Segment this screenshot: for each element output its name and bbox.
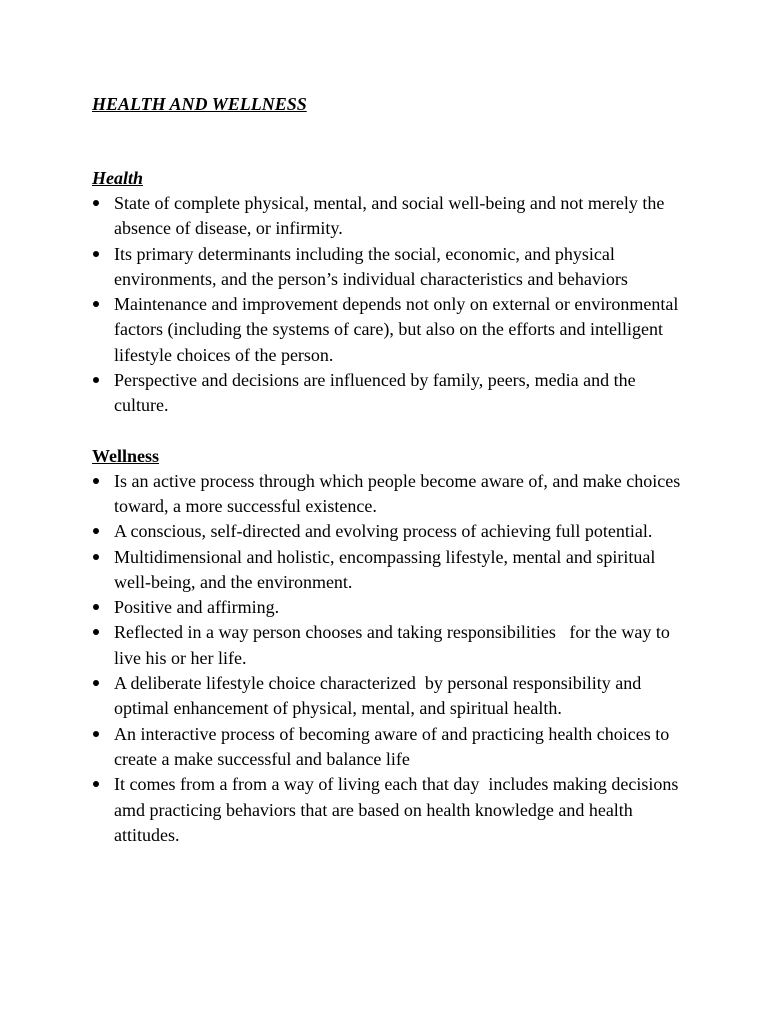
wellness-heading: Wellness <box>92 445 160 466</box>
list-item <box>92 368 688 419</box>
list-item <box>92 545 688 596</box>
bullet-text: Maintenance and improvement depends not only on external or environmental factors (including the systems of care), but also on the efforts and intelligent lifestyle choices of the person. <box>114 294 683 365</box>
list-item <box>92 191 688 242</box>
list-item <box>92 242 688 293</box>
health-bullet-list <box>92 191 688 419</box>
bullet-text: Multidimensional and holistic, encompassing lifestyle, mental and spiritual well-being, and the environment. <box>114 546 660 592</box>
list-item <box>92 722 688 773</box>
bullet-text: Perspective and decisions are influenced by family, peers, media and the culture. <box>114 370 641 416</box>
list-item <box>92 519 688 544</box>
wellness-bullet-list <box>92 469 688 848</box>
bullet-text: A deliberate lifestyle choice characterized by personal responsibility and optimal enhancement of physical, mental, and spiritual health. <box>114 673 646 719</box>
list-item <box>92 620 688 671</box>
bullet-text: It comes from a from a way of living each that day includes making decisions amd practicing behaviors that are based on health knowledge and health attitudes. <box>114 774 683 845</box>
list-item <box>92 772 688 848</box>
bullet-text: An interactive process of becoming aware of and practicing health choices to create a make successful and balance life <box>114 723 674 769</box>
bullet-text: Its primary determinants including the social, economic, and physical environments, and the person’s individual characteristics and behaviors <box>114 243 628 289</box>
bullet-text: State of complete physical, mental, and social well-being and not merely the absence of disease, or infirmity. <box>114 193 669 239</box>
document-title: HEALTH AND WELLNESS <box>92 94 307 114</box>
bullet-text: A conscious, self-directed and evolving process of achieving full potential. <box>114 521 653 542</box>
health-heading: Health <box>92 168 144 188</box>
bullet-text: Positive and affirming. <box>114 597 280 618</box>
list-item <box>92 671 688 722</box>
list-item <box>92 292 688 368</box>
wellness-section <box>92 444 688 848</box>
health-section <box>92 166 688 419</box>
bullet-text: Reflected in a way person chooses and taking responsibilities for the way to live his or her life. <box>114 622 675 668</box>
bullet-text: Is an active process through which people become aware of, and make choices toward, a more successful existence. <box>114 470 685 516</box>
list-item <box>92 595 688 620</box>
list-item <box>92 469 688 520</box>
